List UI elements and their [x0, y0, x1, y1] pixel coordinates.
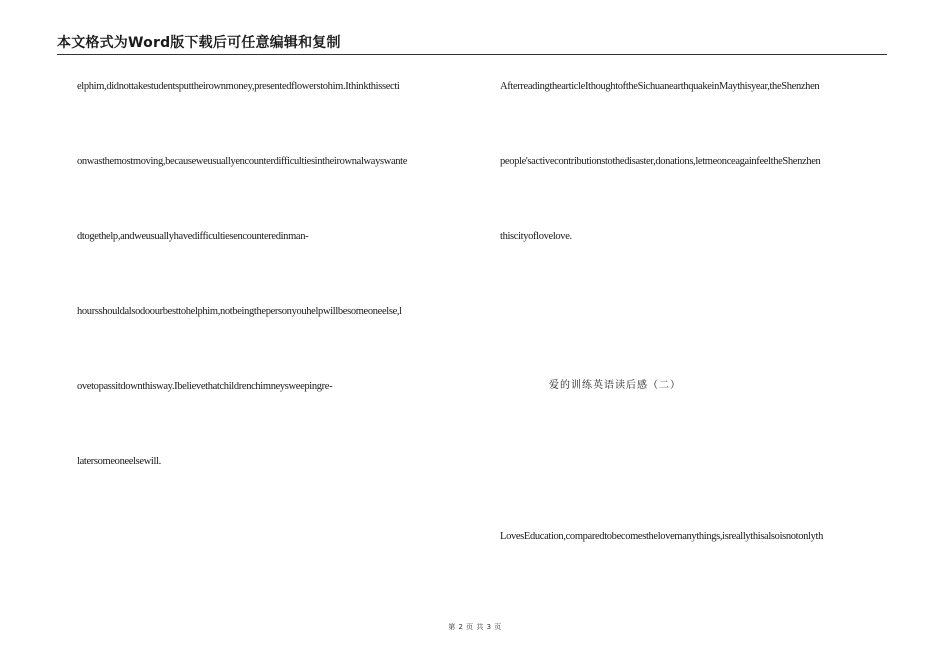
body-text-line: AfterreadingthearticleIthoughtoftheSichuanearthquakeinMaythisyear,theShenzhen — [500, 81, 820, 92]
body-text-line: LovesEducation,comparedtobecomesthelovemanythings,isreallythisalsoisnotonlyth — [500, 531, 823, 542]
page-number-footer: 第 2 页 共 3 页 — [448, 623, 502, 631]
body-text-line: dtogethelp,andweusuallyhavedifficultiesencounteredinman- — [77, 231, 309, 242]
document-header — [57, 34, 887, 55]
body-text-line: ovetopassitdownthisway.Ibelievethatchildrenchimneysweepingre- — [77, 381, 333, 392]
body-text-line: people'sactivecontributionstothedisaster,donations,letmeonceagainfeeltheShenzhen — [500, 156, 821, 167]
body-text-line: latersomeoneelsewill. — [77, 456, 161, 467]
body-text-line: onwasthemostmoving,becauseweusuallyencounterdifficultiesintheirownalwayswante — [77, 156, 408, 167]
body-text-line: thiscityoflovelove. — [500, 231, 572, 242]
header-title: 本文格式为Word版下载后可任意编辑和复制 — [57, 35, 341, 51]
body-text-line: elphim,didnottakestudentsputtheirownmoney,presentedflowerstohim.Ithinkthissecti — [77, 81, 400, 92]
section-subheading: 爱的训练英语读后感（二） — [549, 380, 681, 391]
body-text-line: hoursshouldalsodoourbesttohelphim,notbeingthepersonyouhelpwillbesomeoneelse,l — [77, 306, 402, 317]
